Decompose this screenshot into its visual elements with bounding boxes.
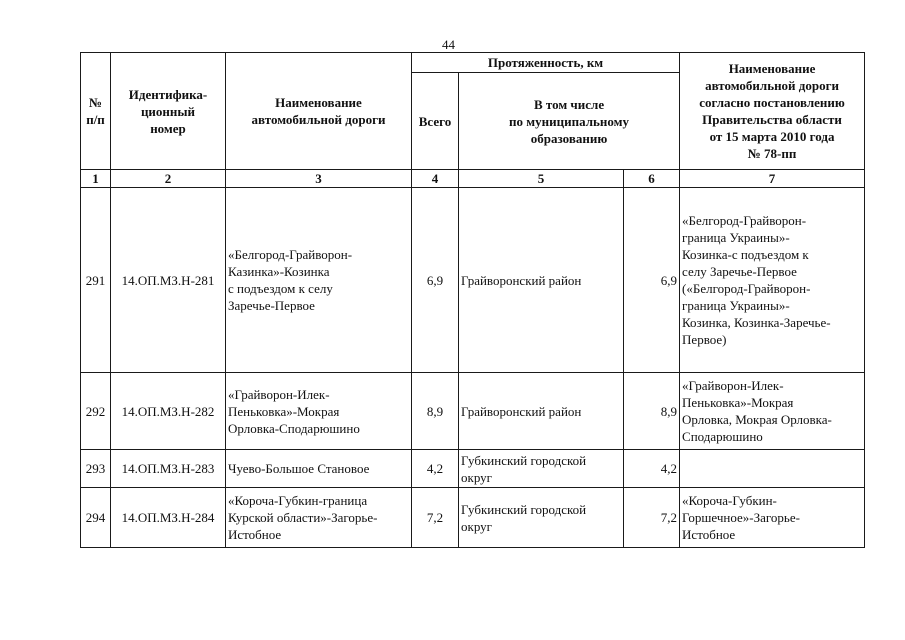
roads-table (80, 52, 865, 548)
cell-num: 293 (81, 450, 111, 488)
cell-id: 14.ОП.МЗ.Н-281 (111, 188, 226, 373)
header-total: Всего (412, 73, 459, 170)
cell-decree-name: «Грайворон-Илек- Пеньковка»-Мокрая Орловка, Мокрая Орловка- Сподарюшино (680, 373, 865, 450)
header-ident: Идентифика- ционный номер (111, 53, 226, 170)
column-number-row (81, 170, 865, 188)
cell-municipality: Грайворонский район (459, 373, 624, 450)
column-number: 4 (412, 170, 459, 188)
cell-muni-length: 6,9 (624, 188, 680, 373)
column-number: 6 (624, 170, 680, 188)
cell-road-name: «Короча-Губкин-граница Курской области»-Загорье- Истобное (226, 488, 412, 548)
cell-municipality: Губкинский городской округ (459, 488, 624, 548)
cell-id: 14.ОП.МЗ.Н-283 (111, 450, 226, 488)
cell-num: 294 (81, 488, 111, 548)
header-row-top (81, 53, 865, 73)
page-number: 44 (442, 37, 455, 52)
cell-road-name: «Грайворон-Илек- Пеньковка»-Мокрая Орловка-Сподарюшино (226, 373, 412, 450)
cell-muni-length: 7,2 (624, 488, 680, 548)
column-number: 1 (81, 170, 111, 188)
column-number: 7 (680, 170, 865, 188)
cell-road-name: «Белгород-Грайворон- Казинка»-Козинка с подъездом к селу Заречье-Первое (226, 188, 412, 373)
cell-municipality: Губкинский городской округ (459, 450, 624, 488)
table-row (81, 488, 865, 548)
header-name: Наименование автомобильной дороги (226, 53, 412, 170)
cell-muni-length: 4,2 (624, 450, 680, 488)
table-row (81, 373, 865, 450)
cell-decree-name: «Белгород-Грайворон- граница Украины»- Козинка-с подъездом к селу Заречье-Первое («Белгород-Грайворон- граница Украины»- Козинка, Козинка-Заречье- Первое) (680, 188, 865, 373)
cell-total: 6,9 (412, 188, 459, 373)
cell-total: 8,9 (412, 373, 459, 450)
column-number: 2 (111, 170, 226, 188)
cell-road-name: Чуево-Большое Становое (226, 450, 412, 488)
table-row (81, 450, 865, 488)
cell-municipality: Грайворонский район (459, 188, 624, 373)
cell-num: 291 (81, 188, 111, 373)
table-row (81, 188, 865, 373)
header-decree-name: Наименование автомобильной дороги согласно постановлению Правительства области от 15 марта 2010 года № 78-пп (680, 53, 865, 170)
cell-decree-name (680, 450, 865, 488)
cell-id: 14.ОП.МЗ.Н-284 (111, 488, 226, 548)
column-number: 3 (226, 170, 412, 188)
cell-muni-length: 8,9 (624, 373, 680, 450)
cell-total: 7,2 (412, 488, 459, 548)
header-num: № п/п (81, 53, 111, 170)
cell-num: 292 (81, 373, 111, 450)
column-number: 5 (459, 170, 624, 188)
cell-decree-name: «Короча-Губкин- Горшечное»-Загорье- Истобное (680, 488, 865, 548)
cell-id: 14.ОП.МЗ.Н-282 (111, 373, 226, 450)
header-by-municipality: В том числе по муниципальному образованию (459, 73, 680, 170)
header-length-group: Протяженность, км (412, 53, 680, 73)
cell-total: 4,2 (412, 450, 459, 488)
